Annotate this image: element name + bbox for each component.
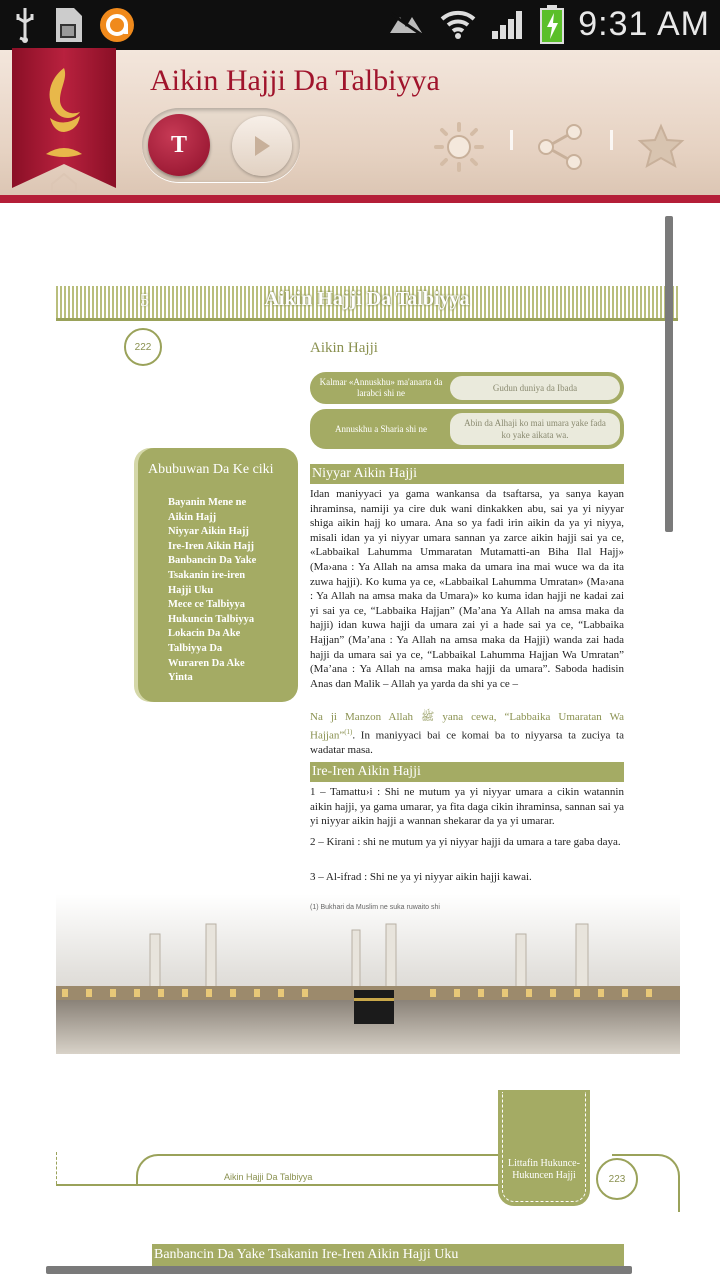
chapter-number: 5 bbox=[140, 290, 149, 310]
page-edge bbox=[56, 1152, 59, 1184]
contents-list bbox=[168, 496, 256, 686]
contents-item[interactable]: Yinta bbox=[168, 672, 193, 684]
no-signal-icon bbox=[386, 9, 426, 39]
ire-iren-item: 3 – Al-ifrad : Shi ne ya yi niyyar aikin hajji kawai. bbox=[310, 871, 532, 883]
hadith-quote: Na ji Manzon Allah ﷺ yana cewa, “Labbaika Umaratan Wa Hajjan” bbox=[310, 711, 624, 742]
page-number: 223 bbox=[596, 1158, 638, 1200]
mode-toggle[interactable] bbox=[142, 108, 300, 182]
play-audio-button[interactable] bbox=[232, 116, 292, 176]
sd-card-icon bbox=[52, 6, 84, 44]
contents-item[interactable]: Hajji Uku bbox=[168, 584, 214, 596]
definition-term: Kalmar «Annuskhu» ma'anarta da larabci shi ne bbox=[319, 377, 443, 398]
star-icon[interactable] bbox=[634, 120, 688, 174]
contents-title: Abubuwan Da Ke ciki bbox=[148, 462, 274, 477]
hadith-after: . In maniyyaci bai ce komai ba to niyyarsa ta zuciya ta wadatar masa. bbox=[310, 729, 624, 756]
clock: 9:31 AM bbox=[578, 4, 710, 43]
book-tab bbox=[498, 1090, 590, 1206]
app-header bbox=[0, 50, 720, 203]
contents-item[interactable]: Bayanin Mene ne bbox=[168, 497, 247, 508]
horizontal-scrollbar[interactable] bbox=[46, 1266, 632, 1274]
contents-item[interactable]: Tsakanin ire-iren bbox=[168, 569, 246, 581]
definition-row bbox=[310, 372, 624, 404]
definition-meaning: Gudun duniya da Ibada bbox=[450, 376, 620, 400]
signal-icon bbox=[490, 7, 526, 41]
page-footer-line bbox=[56, 1184, 502, 1186]
niyyar-paragraph: Idan maniyyaci ya gama wankansa da tsaftarsa, ya sanya kayan ihraminsa, namiji ya cire duk wani dinkakken abu, sai ya yi niyyar shiga aikin hajj ko umara. Ana so ya fadi irin aikin da ya yi niyya, misali idan ya yi niyyar umara sannan ya zarce aikin hajji sai ya ce, «Labbaikal Lahumma Ummaratan Mutamatti-an Biha Ilal Hajj» (Ma›ana : Ya Allah na amsa maka da umara ina mai wuce wa da ita zuwa hajji). Ko kuma ya ce, «Labbaikal Lahumma Umratan» (Ma›ana : Ya Allah na amsa maka da Umara)» ko kuma idan hajji ne kadai zai yi sai ya ce, “Labbaika Hajjan” (Ma’ana Ya Allah na amsa maka da hajji) idan kuwa hajji da umara zai yi a hade sai ya ce, “Labbaika Hajjan” (Ma’ana : Ya Allah na amsa maka da Hajji) wanda zai hada hajji da umara sai ya ce, “Labbaikal Lahumma Hajjan Wa Umratan” (Ma’ana : Ya Allah na amsa maka hajji da umara”. Saboda hadisin Anas dan Malik – Allah ya yarda da shi ya ce – bbox=[310, 488, 624, 690]
play-icon bbox=[252, 134, 272, 158]
hadith-paragraph bbox=[310, 710, 624, 757]
contents-item[interactable]: Mece ce Talbiyya bbox=[168, 599, 245, 611]
brightness-icon[interactable] bbox=[432, 120, 486, 174]
share-icon[interactable] bbox=[534, 120, 588, 174]
contents-item[interactable]: Ire-Iren Aikin Hajj bbox=[168, 540, 254, 552]
text-mode-button[interactable]: T bbox=[148, 114, 210, 176]
ire-iren-item: 2 – Kirani : shi ne mutum ya yi niyyar hajji da umara a tare gaba daya. bbox=[310, 836, 621, 848]
status-bar bbox=[0, 0, 720, 50]
battery-charging-icon bbox=[540, 4, 564, 44]
contents-item[interactable]: Hukuncin Talbiyya bbox=[168, 613, 255, 625]
document-page[interactable] bbox=[56, 282, 680, 1054]
definition-term: Annuskhu a Sharia shi ne bbox=[335, 423, 427, 434]
header-separator bbox=[510, 130, 513, 150]
banbanci-heading: Banbancin Da Yake Tsakanin Ire-Iren Aikin Hajji Uku bbox=[152, 1244, 624, 1266]
definition-row bbox=[310, 409, 624, 449]
section-heading: Aikin Hajji bbox=[310, 340, 378, 356]
usb-icon bbox=[12, 6, 38, 44]
niyyar-heading: Niyyar Aikin Hajji bbox=[310, 464, 624, 484]
kaaba-photo bbox=[56, 894, 680, 1054]
footnote-ref[interactable]: (1) bbox=[344, 727, 353, 736]
home-bookmark-logo-icon[interactable] bbox=[10, 48, 118, 193]
contents-item[interactable]: Talbiyya Da bbox=[168, 642, 223, 654]
ire-iren-heading: Ire-Iren Aikin Hajji bbox=[310, 762, 624, 782]
header-separator bbox=[610, 130, 613, 150]
book-tab-label: Littafin Hukunce-Hukuncen Hajji bbox=[502, 1092, 586, 1202]
page-footer-curve bbox=[136, 1154, 502, 1186]
page-footer-title: Aikin Hajji Da Talbiyya bbox=[224, 1172, 313, 1182]
vertical-scrollbar[interactable] bbox=[665, 216, 673, 532]
contents-item[interactable]: Banbancin Da Yake bbox=[168, 555, 257, 567]
contents-item[interactable]: Wuraren Da Ake bbox=[168, 657, 245, 669]
definition-meaning: Abin da Alhaji ko mai umara yake fada ko yake aikata wa. bbox=[450, 413, 620, 445]
ire-iren-item: 1 – Tamattu›i : Shi ne mutum ya yi niyyar umara a cikin watannin aikin hajji, ya gama umarar, ya fita daga cikin ihraminsa, sannan sai ya yi niyyar aikin hajji a wannan shekarar da ya yi umarar. bbox=[310, 786, 624, 828]
chapter-title: Aikin Hajji Da Talbiyya bbox=[264, 288, 470, 310]
contents-item[interactable]: Aikin Hajj bbox=[168, 511, 217, 523]
contents-box bbox=[138, 448, 298, 702]
app-title: Aikin Hajji Da Talbiyya bbox=[150, 64, 440, 97]
wifi-icon bbox=[440, 7, 476, 41]
chapter-banner bbox=[56, 286, 678, 321]
page-number: 222 bbox=[124, 328, 162, 366]
contents-item[interactable]: Niyyar Aikin Hajj bbox=[168, 526, 249, 538]
app-notification-icon bbox=[98, 6, 136, 44]
footnote: (1) Bukhari da Muslim ne suka ruwaito shi bbox=[310, 904, 440, 911]
contents-item[interactable]: Lokacin Da Ake bbox=[168, 628, 241, 640]
